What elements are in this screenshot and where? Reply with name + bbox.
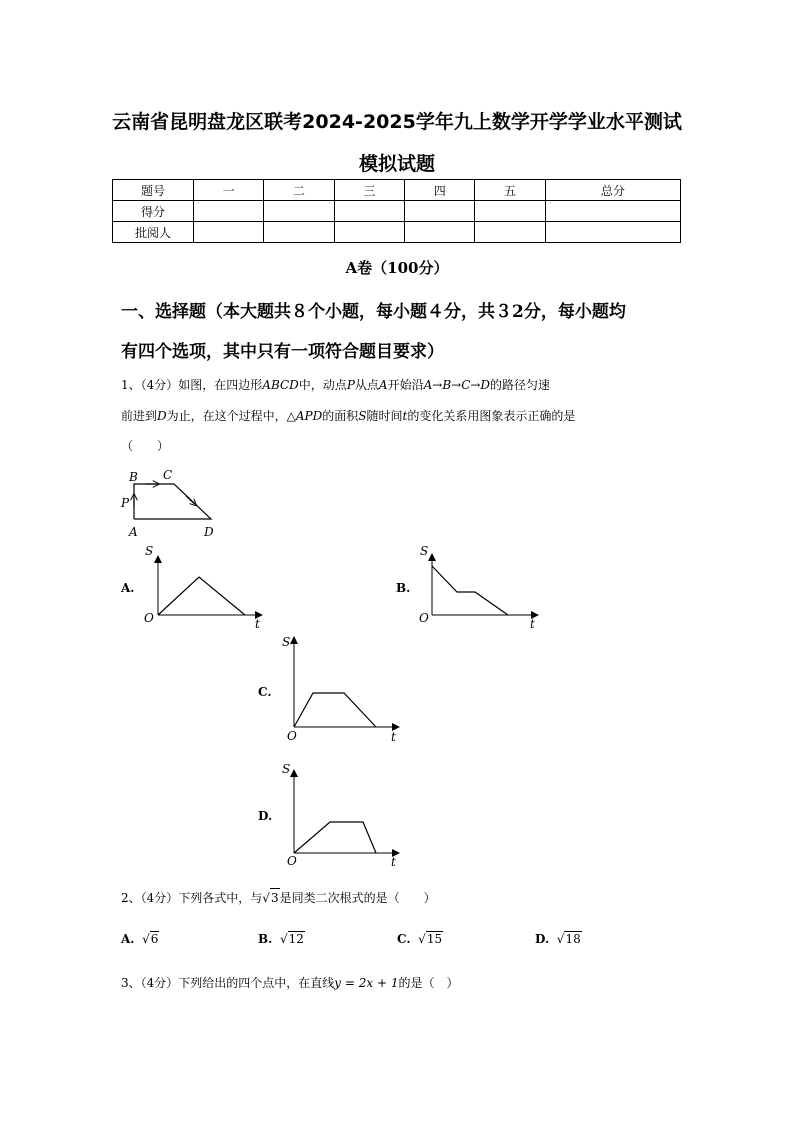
question-3: 3、（4分）下列给出的四个点中，在直线y = 2x + 1的是（ ） [121,976,459,990]
q2-choice-a[interactable]: A. √6 [121,932,159,946]
axis-s-label: S [282,762,291,776]
score-row-label: 得分 [113,201,194,222]
graph-c-line [294,693,376,727]
label-b: B [129,470,138,484]
q2-choice-c[interactable]: C. √15 [397,932,443,946]
score-cell: 四 [405,180,475,201]
graph-a-line [158,577,245,615]
axis-s-label: S [420,544,429,558]
section-heading-line2: 有四个选项，其中只有一项符合题目要求） [121,342,444,362]
volume-label: A卷（100分） [345,259,449,277]
question-1-line1: 1、（4分）如图，在四边形ABCD中，动点P从点A开始沿A→B→C→D的路径匀速 [121,378,551,392]
axis-o-label: O [144,611,154,625]
graph-b-line [432,566,508,615]
axis-s-label: S [282,635,291,649]
exam-title-line1: 云南省昆明盘龙区联考2024-2025学年九上数学开学学业水平测试 [112,111,682,133]
label-c: C [163,468,173,482]
q2-choice-d[interactable]: D. √18 [535,932,581,946]
score-row-label: 批阅人 [113,222,194,243]
axis-t-label: t [255,617,260,631]
section-heading-line1: 一、选择题（本大题共８个小题，每小题４分，共３2分，每小题均 [121,302,626,322]
exam-title-line2: 模拟试题 [358,153,435,175]
axis-t-label: t [391,730,396,744]
quad-arrow-cd [186,496,194,504]
graph-option-a [144,544,262,631]
score-cell: 题号 [113,180,194,201]
score-cell: 一 [194,180,264,201]
score-cell: 五 [475,180,545,201]
graph-d-line [294,822,376,853]
quadrilateral-figure [120,468,214,539]
sqrt-symbol: √3 [262,888,279,907]
graph-option-b [419,544,538,631]
axis-o-label: O [287,854,297,868]
graph-option-c [282,635,399,744]
graph-option-d [282,762,399,869]
option-d-label[interactable]: D. [258,809,273,823]
score-cell: 总分 [545,180,680,201]
question-2: 2、（4分）下列各式中，与√3是同类二次根式的是（ ） [121,888,436,907]
score-cell: 三 [334,180,404,201]
option-b-label[interactable]: B. [396,581,411,595]
axis-o-label: O [287,729,297,743]
label-p: P [121,496,130,510]
axis-t-label: t [530,617,535,631]
score-cell: 二 [264,180,334,201]
question-1-line2: 前进到D为止，在这个过程中，△APD的面积S随时间t的变化关系用图象表示正确的是 [121,409,576,423]
axis-o-label: O [419,611,429,625]
axis-t-label: t [391,855,396,869]
label-a: A [129,525,138,539]
option-a-label[interactable]: A. [121,581,135,595]
q2-choice-b[interactable]: B. √12 [258,932,304,946]
label-d: D [204,525,214,539]
axis-s-label: S [145,544,154,558]
option-c-label[interactable]: C. [258,685,272,699]
quad-path [134,484,211,519]
question-1-line3: （ ） [121,439,170,453]
